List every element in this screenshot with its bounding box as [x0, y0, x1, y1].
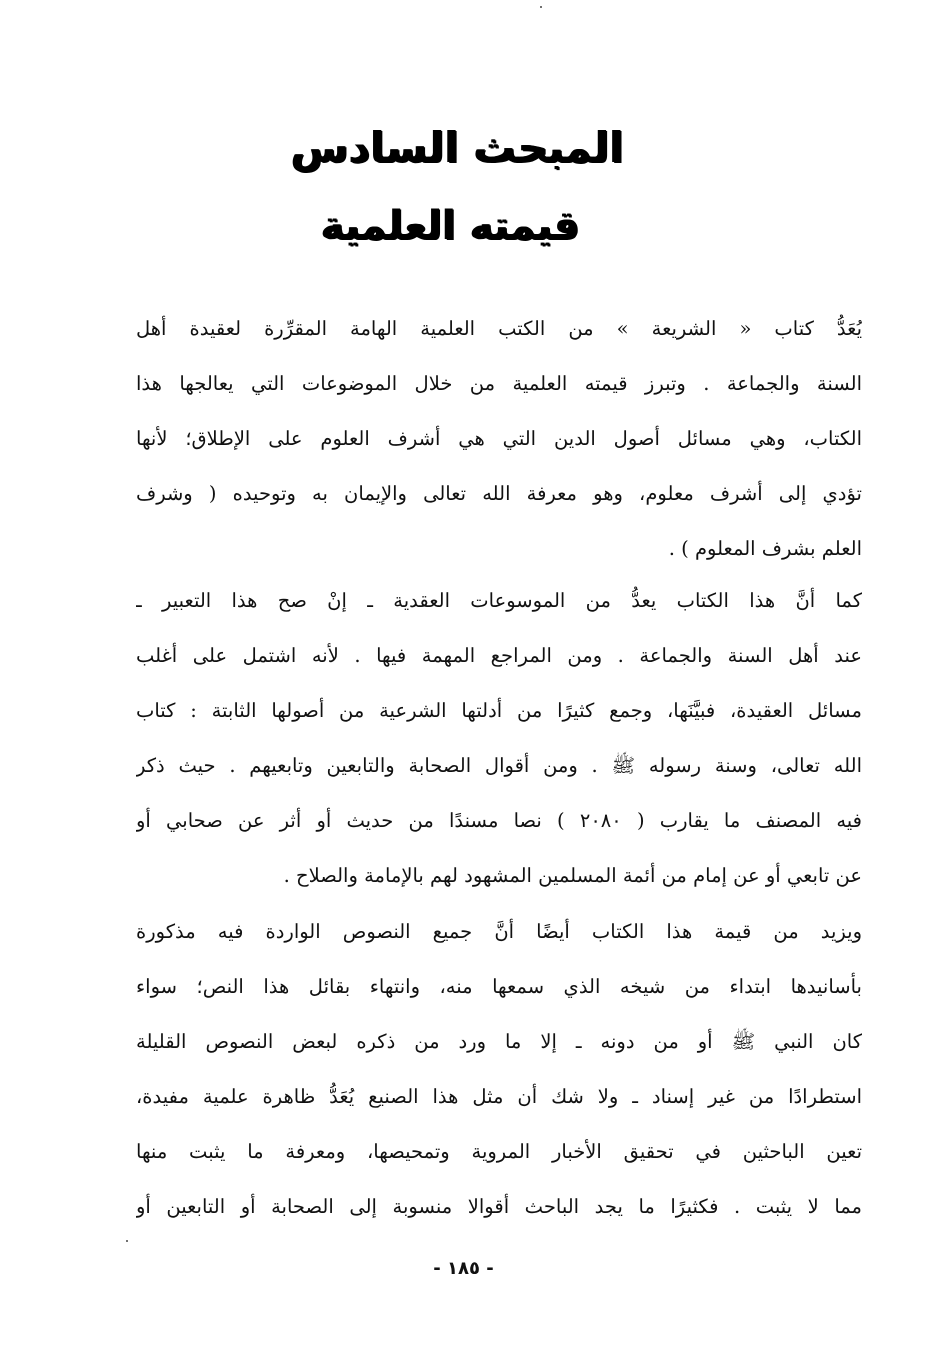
paragraph-line: عن تابعي أو عن إمام من أئمة المسلمين المشهود لهم بالإمامة والصلاح . — [283, 864, 862, 887]
paragraph-line: تعين الباحثين في تحقيق الأخبار المروية وتمحيصها، ومعرفة ما يثبت منها — [136, 1140, 862, 1163]
paragraph-line: الكتاب، وهي مسائل أصول الدين التي هي أشرف العلوم على الإطلاق؛ لأنها — [136, 427, 862, 450]
paragraph-line: الله تعالى، وسنة رسوله ﷺ . ومن أقوال الصحابة والتابعين وتابعيهم . حيث ذكر — [136, 754, 862, 777]
paragraph-line: يُعَدُّ كتاب « الشريعة » من الكتب العلمية الهامة المقرِّرة لعقيدة أهل — [136, 317, 862, 340]
paragraph-line: بأسانيدها ابتداء من شيخه الذي سمعها منه، وانتهاء بقائل هذا النص؛ سواء — [136, 975, 862, 998]
paragraph-line: تؤدي إلى أشرف معلوم، وهو معرفة الله تعالى والإيمان به وتوحيده ( وشرف — [136, 482, 862, 505]
section-subtitle: قيمته العلمية — [321, 203, 580, 249]
section-title: المبحث السادس — [290, 123, 624, 172]
paragraph-line: السنة والجماعة . وتبرز قيمته العلمية من خلال الموضوعات التي يعالجها هذا — [136, 372, 862, 395]
paragraph-2 — [136, 573, 862, 903]
paragraph-1 — [136, 301, 862, 576]
paragraph-line: مما لا يثبت . فكثيرًا ما يجد الباحث أقوالا منسوبة إلى الصحابة أو التابعين أو — [136, 1195, 862, 1218]
scan-speck — [126, 1240, 128, 1242]
paragraph-line: فيه المصنف ما يقارب ( ٢٠٨٠ ) نصا مسندًا من حديث أو أثر عن صحابي أو — [136, 809, 862, 832]
paragraph-line: العلم بشرف المعلوم ) . — [668, 537, 862, 560]
paragraph-line: عند أهل السنة والجماعة . ومن المراجع المهمة فيها . لأنه اشتمل على أغلب — [136, 644, 862, 667]
paragraph-line: كان النبي ﷺ أو من دونه ـ إلا ما ورد من ذكره لبعض النصوص القليلة — [136, 1030, 862, 1053]
paragraph-line: كما أنَّ هذا الكتاب يعدُّ من الموسوعات العقدية ـ إنْ صح هذا التعبير ـ — [136, 589, 862, 612]
page-number: - ١٨٥ - — [433, 1258, 494, 1279]
paragraph-line: مسائل العقيدة، فبيَّنَها، وجمع كثيرًا من أدلتها الشرعية من أصولها الثابتة : كتاب — [136, 699, 862, 722]
paragraph-line: ويزيد من قيمة هذا الكتاب أيضًا أنَّ جميع النصوص الواردة فيه مذكورة — [136, 920, 862, 943]
paragraph-line: استطرادًا من غير إسناد ـ ولا شك أن مثل هذا الصنيع يُعَدُّ ظاهرة علمية مفيدة، — [136, 1085, 862, 1108]
paragraph-3 — [136, 904, 862, 1234]
scan-speck — [540, 6, 542, 8]
